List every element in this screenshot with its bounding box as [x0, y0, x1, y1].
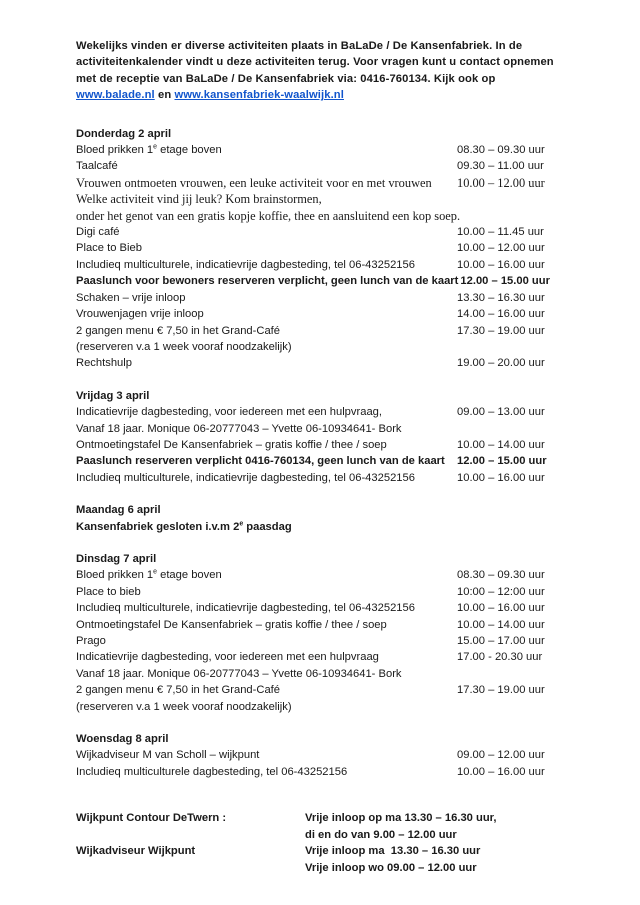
activity-time: 10.00 – 11.45 uur — [457, 226, 544, 239]
activity-label: Includieq multiculturele, indicatievrije dagbesteding, tel 06-43252156 — [76, 258, 415, 271]
day-block — [76, 731, 580, 780]
activity-label: Includieq multiculturele dagbesteding, tel 06-43252156 — [76, 765, 348, 778]
activity-row — [76, 567, 580, 583]
activity-row — [76, 747, 580, 763]
footer-row — [76, 843, 580, 860]
activity-time: 08.30 – 09.30 uur — [457, 569, 545, 582]
activity-row — [76, 633, 580, 649]
activity-time: 14.00 – 16.00 uur — [457, 308, 545, 321]
activity-label: Indicatievrije dagbesteding, voor iedereen met een hulpvraag — [76, 651, 379, 664]
activity-row — [76, 142, 580, 158]
activity-label: Rechtshulp — [76, 357, 132, 370]
activity-row — [76, 682, 580, 698]
activity-row — [76, 257, 580, 273]
activity-row — [76, 240, 580, 256]
activity-label: Paaslunch voor bewoners reserveren verplicht, geen lunch van de kaart — [76, 275, 459, 288]
day-block — [76, 126, 580, 372]
activity-row — [76, 519, 580, 535]
activity-row — [76, 584, 580, 600]
activity-label: Kansenfabriek gesloten i.v.m 2e paasdag — [76, 519, 292, 533]
day-title: Donderdag 2 april — [76, 127, 172, 140]
intro-line-2: activiteitenkalender vindt u deze activiteiten terug. Voor vragen kunt u contact opnemen — [76, 56, 554, 69]
activity-label: Wijkadviseur M van Scholl – wijkpunt — [76, 749, 260, 762]
activity-time: 10.00 – 16.00 uur — [457, 258, 545, 271]
activity-row — [76, 649, 580, 665]
activity-row — [76, 273, 580, 289]
activity-time: 10.00 – 14.00 uur — [457, 618, 545, 631]
activity-label: 2 gangen menu € 7,50 in het Grand-Café — [76, 684, 281, 697]
activity-label: Place to Bieb — [76, 242, 142, 255]
activity-row — [76, 158, 580, 174]
activity-row — [76, 290, 580, 306]
activity-time: 10.00 – 16.00 uur — [457, 471, 545, 484]
activity-row — [76, 453, 580, 469]
activity-time: 17.30 – 19.00 uur — [457, 324, 545, 337]
activity-label: Ontmoetingstafel De Kansenfabriek – gratis koffie / thee / soep — [76, 438, 387, 451]
activity-time: 10:00 – 12:00 uur — [457, 585, 545, 598]
activity-label: Welke activiteit vind jij leuk? Kom brainstormen, — [76, 192, 322, 207]
day-title: Woensdag 8 april — [76, 733, 169, 746]
intro-conjunction-word: en — [157, 89, 172, 102]
intro-line-1: Wekelijks vinden er diverse activiteiten plaats in BaLaDe / De Kansenfabriek. In de — [76, 40, 523, 52]
footer-label: Wijkpunt Contour DeTwern : — [76, 812, 227, 825]
activity-label: Taalcafé — [76, 160, 118, 173]
footer-value: Vrije inloop op ma 13.30 – 16.30 uur, — [305, 812, 497, 825]
footer-row — [76, 810, 580, 827]
activity-label: Paaslunch reserveren verplicht 0416-760134, geen lunch van de kaart — [76, 455, 445, 468]
activity-label: Vanaf 18 jaar. Monique 06-20777043 – Yvette 06-10934641- Bork — [76, 422, 402, 435]
day-title: Vrijdag 3 april — [76, 389, 150, 402]
activity-row — [76, 666, 580, 682]
activity-label: Indicatievrije dagbesteding, voor iedereen met een hulpvraag, — [76, 406, 382, 419]
activity-time: 10.00 – 12.00 uur — [457, 175, 545, 190]
activity-row — [76, 764, 580, 780]
activity-row — [76, 224, 580, 240]
activity-label: Vrouwenjagen vrije inloop — [76, 308, 204, 321]
section-spacer — [76, 715, 580, 731]
activity-time: 08.30 – 09.30 uur — [457, 144, 545, 157]
activity-time: 17.30 – 19.00 uur — [457, 684, 545, 697]
ordinal-superscript: e — [153, 568, 157, 576]
activity-label: (reserveren v.a 1 week vooraf noodzakelijk) — [76, 700, 292, 713]
footer-row — [76, 827, 580, 844]
activity-row — [76, 404, 580, 420]
activity-time: 10.00 – 16.00 uur — [457, 765, 545, 778]
section-spacer — [76, 535, 580, 551]
activity-label: Vanaf 18 jaar. Monique 06-20777043 – Yvette 06-10934641- Bork — [76, 667, 402, 680]
activity-label: Schaken – vrije inloop — [76, 291, 186, 304]
activity-time: 13.30 – 16.30 uur — [457, 291, 545, 304]
day-block — [76, 551, 580, 715]
activity-row — [76, 191, 580, 207]
footer-label: Wijkadviseur Wijkpunt — [76, 845, 196, 858]
activity-label: onder het genot van een gratis kopje koffie, thee en aansluitend een kop soep. — [76, 208, 461, 223]
activity-label: 2 gangen menu € 7,50 in het Grand-Café — [76, 324, 281, 337]
activity-time: 09.30 – 11.00 uur — [457, 160, 544, 173]
section-spacer — [76, 110, 580, 126]
activity-time: 19.00 – 20.00 uur — [457, 357, 545, 370]
activity-time: 12.00 – 15.00 uur — [460, 275, 550, 288]
section-spacer — [76, 372, 580, 388]
intro-line-3: met de receptie van BaLaDe / De Kansenfabriek via: 0416-760134. Kijk ook op — [76, 72, 496, 85]
ordinal-superscript: e — [153, 143, 157, 151]
footer-info-block — [76, 810, 580, 876]
activity-label: Place to bieb — [76, 585, 141, 598]
activity-label: (reserveren v.a 1 week vooraf noodzakelijk) — [76, 340, 292, 353]
activity-time: 12.00 – 15.00 uur — [457, 455, 547, 468]
activity-label: Includieq multiculturele, indicatievrije dagbesteding, tel 06-43252156 — [76, 471, 415, 484]
day-title: Maandag 6 april — [76, 504, 161, 517]
day-block — [76, 502, 580, 535]
activity-row — [76, 175, 580, 191]
activity-time: 10.00 – 14.00 uur — [457, 438, 545, 451]
activity-label: Includieq multiculturele, indicatievrije dagbesteding, tel 06-43252156 — [76, 602, 415, 615]
link-balade[interactable]: www.balade.nl — [76, 89, 155, 102]
footer-value: Vrije inloop wo 09.00 – 12.00 uur — [305, 862, 477, 875]
schedule-container — [76, 110, 580, 781]
activity-label: Digi café — [76, 226, 120, 239]
activity-row — [76, 421, 580, 437]
day-title: Dinsdag 7 april — [76, 552, 157, 565]
activity-label: Prago — [76, 635, 106, 647]
activity-row — [76, 699, 580, 715]
activity-time: 17.00 - 20.30 uur — [457, 651, 543, 664]
activity-time: 09.00 – 13.00 uur — [457, 406, 545, 419]
activity-label: Bloed prikken 1e etage boven — [76, 143, 222, 157]
activity-time: 15.00 – 17.00 uur — [457, 635, 545, 647]
activity-row — [76, 208, 580, 224]
section-spacer — [76, 486, 580, 502]
ordinal-superscript: e — [239, 519, 244, 527]
activity-row — [76, 437, 580, 453]
activity-row — [76, 617, 580, 633]
activity-label: Vrouwen ontmoeten vrouwen, een leuke activiteit voor en met vrouwen — [76, 175, 432, 190]
activity-label: Ontmoetingstafel De Kansenfabriek – gratis koffie / thee / soep — [76, 618, 387, 631]
footer-value: di en do van 9.00 – 12.00 uur — [305, 828, 457, 841]
activity-row — [76, 355, 580, 371]
activity-row — [76, 600, 580, 616]
activity-row — [76, 306, 580, 322]
activity-time: 09.00 – 12.00 uur — [457, 749, 545, 762]
day-block — [76, 388, 580, 486]
activity-time: 10.00 – 16.00 uur — [457, 602, 545, 615]
footer-row — [76, 860, 580, 877]
intro-paragraph — [76, 38, 580, 104]
footer-value: Vrije inloop ma 13.30 – 16.30 uur — [305, 845, 481, 858]
activity-row — [76, 470, 580, 486]
activity-row — [76, 323, 580, 339]
activity-row — [76, 339, 580, 355]
link-kansenfabriek[interactable]: www.kansenfabriek-waalwijk.nl — [174, 89, 344, 102]
activity-time: 10.00 – 12.00 uur — [457, 242, 545, 255]
activity-label: Bloed prikken 1e etage boven — [76, 568, 222, 582]
